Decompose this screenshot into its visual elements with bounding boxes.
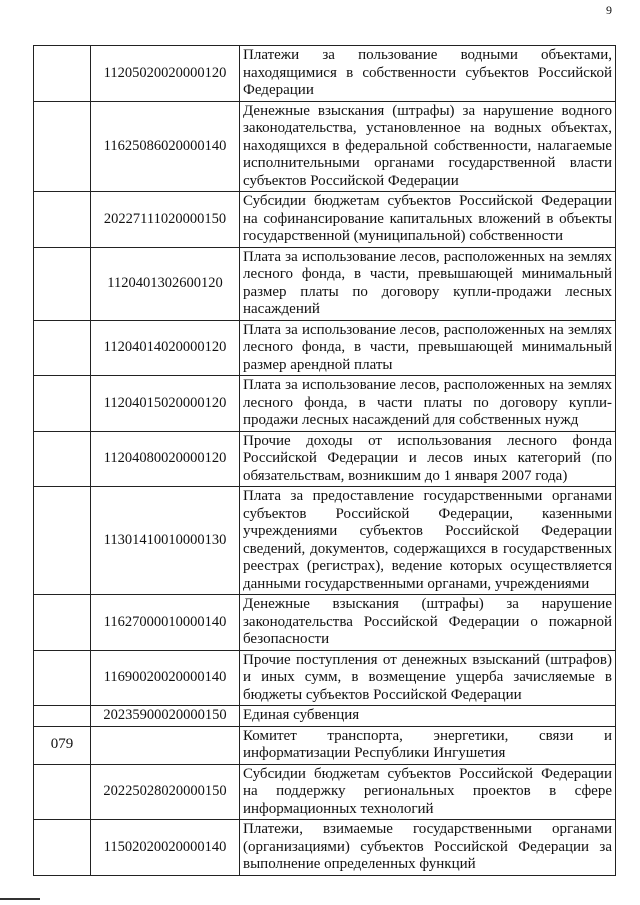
revenue-code-cell: 20235900020000150 [91, 706, 240, 727]
revenue-code-cell: 11502020020000140 [91, 820, 240, 876]
revenue-name-cell: Комитет транспорта, энергетики, связи и информатизации Республики Ингушетия [240, 726, 616, 764]
table-row [34, 820, 616, 876]
admin-code-cell [34, 487, 91, 595]
table-row [34, 706, 616, 727]
revenue-name-cell: Прочие доходы от использования лесного фонда Российской Федерации и лесов иных категорий (по обязательствам, возникшим до 1 января 2007 года) [240, 431, 616, 487]
revenue-name-cell: Субсидии бюджетам субъектов Российской Федерации на поддержку региональных проектов в сфере информационных технологий [240, 764, 616, 820]
admin-code-cell [34, 595, 91, 651]
revenue-code-cell: 11690020020000140 [91, 650, 240, 706]
revenue-code-cell: 11204015020000120 [91, 376, 240, 432]
revenue-name-cell: Денежные взыскания (штрафы) за нарушение водного законодательства, установленное на водных объектах, находящихся в федеральной собственности, налагаемые исполнительными органами государственной власти субъектов Российской Федерации [240, 101, 616, 192]
revenue-code-cell: 11301410010000130 [91, 487, 240, 595]
page-number: 9 [606, 3, 612, 17]
revenue-code-cell: 11625086020000140 [91, 101, 240, 192]
revenue-name-cell: Платежи за пользование водными объектами, находящимися в собственности субъектов Российской Федерации [240, 46, 616, 102]
revenue-name-cell: Субсидии бюджетам субъектов Российской Федерации на софинансирование капитальных вложений в объекты государственной (муниципальной) собственности [240, 192, 616, 248]
revenue-code-cell: 11204080020000120 [91, 431, 240, 487]
table-row [34, 101, 616, 192]
table-row [34, 192, 616, 248]
admin-code-cell [34, 192, 91, 248]
table-row [34, 46, 616, 102]
table-row [34, 726, 616, 764]
admin-code-cell: 079 [34, 726, 91, 764]
table-row [34, 764, 616, 820]
admin-code-cell [34, 706, 91, 727]
table-row [34, 487, 616, 595]
revenue-code-cell: 11204014020000120 [91, 320, 240, 376]
revenue-code-cell: 11205020020000120 [91, 46, 240, 102]
page-edge-mark [0, 898, 40, 900]
revenue-code-cell: 20227111020000150 [91, 192, 240, 248]
revenue-name-cell: Денежные взыскания (штрафы) за нарушение законодательства Российской Федерации о пожарной безопасности [240, 595, 616, 651]
revenue-name-cell: Плата за использование лесов, расположенных на землях лесного фонда, в части платы по договору купли-продажи лесных насаждений для собственных нужд [240, 376, 616, 432]
table-body [34, 46, 616, 876]
admin-code-cell [34, 247, 91, 320]
revenue-name-cell: Плата за предоставление государственными органами субъектов Российской Федерации, казенными учреждениями субъектов Российской Федерации сведений, документов, содержащихся в государственных реестрах (регистрах), ведение которых осуществляется данными государственными органами, учреждениями [240, 487, 616, 595]
revenue-code-cell: 1120401302600120 [91, 247, 240, 320]
table-row [34, 320, 616, 376]
table-row [34, 247, 616, 320]
admin-code-cell [34, 764, 91, 820]
revenue-name-cell: Плата за использование лесов, расположенных на землях лесного фонда, в части, превышающей минимальный размер платы по договору купли-продажи лесных насаждений [240, 247, 616, 320]
revenue-name-cell: Прочие поступления от денежных взысканий (штрафов) и иных сумм, в возмещение ущерба зачисляемые в бюджеты субъектов Российской Федерации [240, 650, 616, 706]
budget-codes-table [33, 45, 616, 876]
table-row [34, 650, 616, 706]
revenue-code-cell [91, 726, 240, 764]
admin-code-cell [34, 650, 91, 706]
revenue-code-cell: 11627000010000140 [91, 595, 240, 651]
revenue-name-cell: Плата за использование лесов, расположенных на землях лесного фонда, в части, превышающей минимальный размер арендной платы [240, 320, 616, 376]
admin-code-cell [34, 101, 91, 192]
table-row [34, 595, 616, 651]
admin-code-cell [34, 376, 91, 432]
table-row [34, 431, 616, 487]
table-row [34, 376, 616, 432]
admin-code-cell [34, 431, 91, 487]
revenue-name-cell: Единая субвенция [240, 706, 616, 727]
admin-code-cell [34, 320, 91, 376]
admin-code-cell [34, 46, 91, 102]
admin-code-cell [34, 820, 91, 876]
revenue-name-cell: Платежи, взимаемые государственными органами (организациями) субъектов Российской Федерации за выполнение определенных функций [240, 820, 616, 876]
revenue-code-cell: 20225028020000150 [91, 764, 240, 820]
